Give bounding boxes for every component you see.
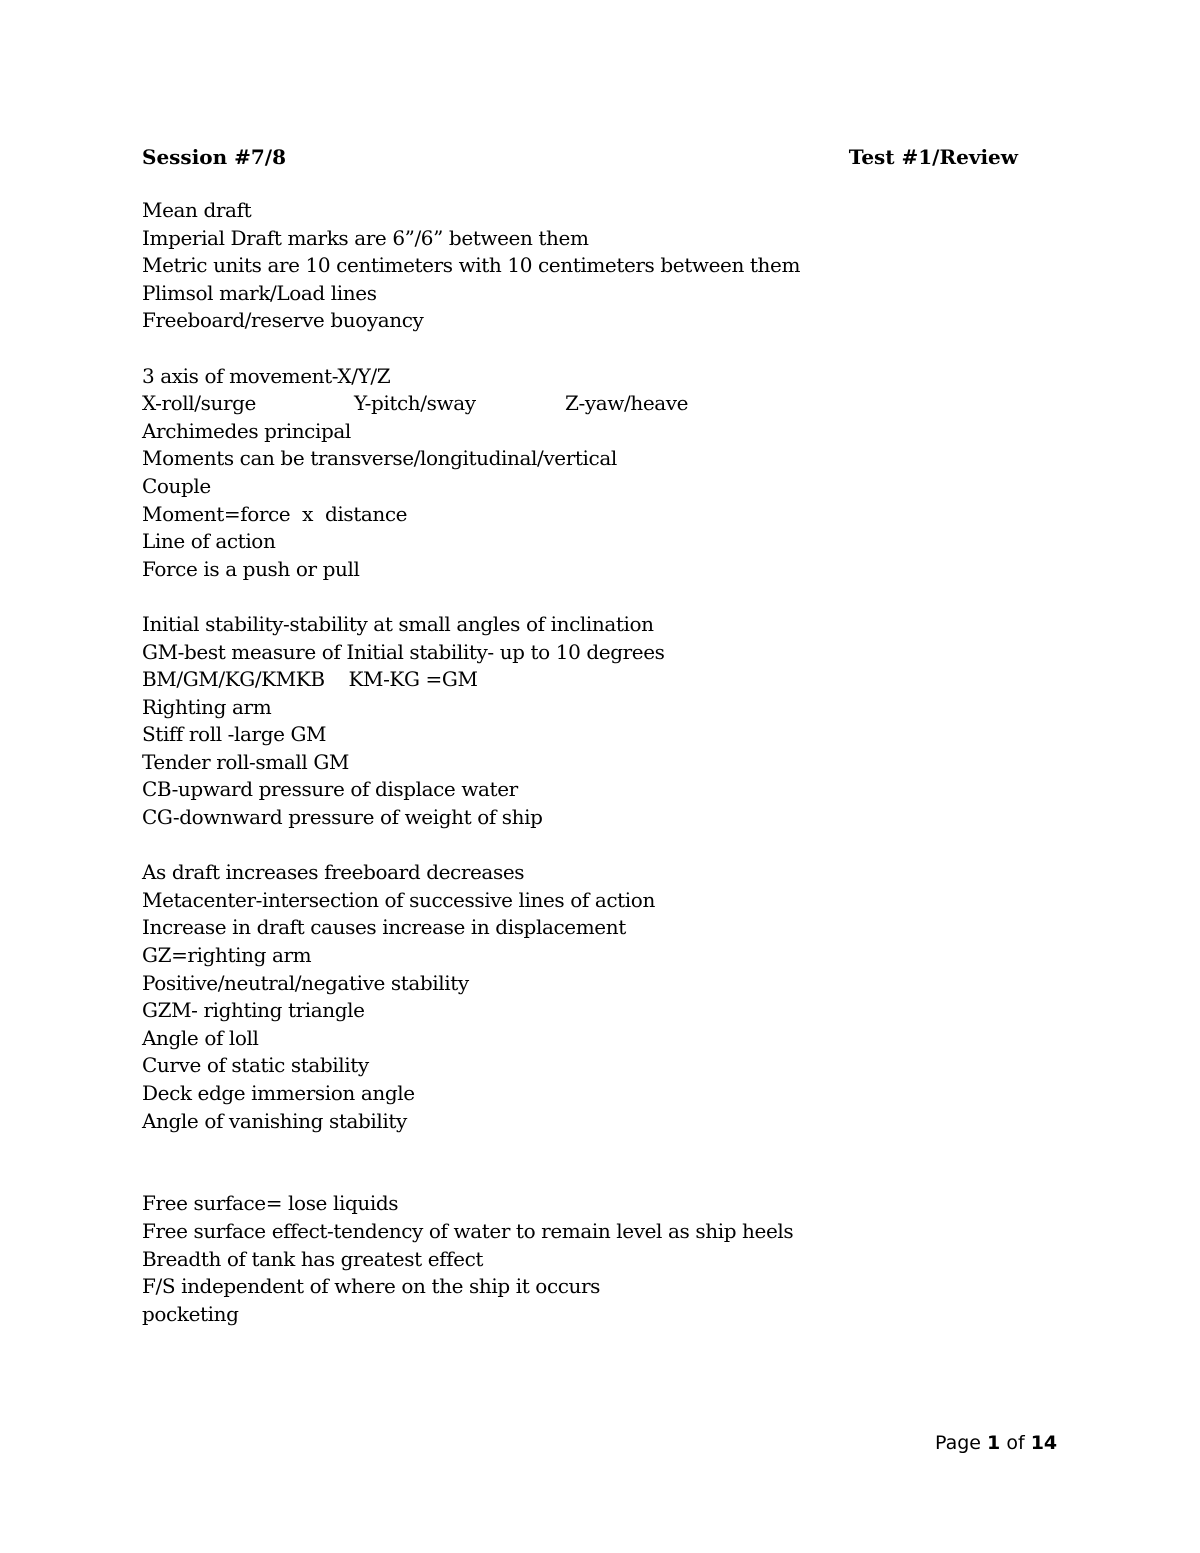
page-total: 14: [1030, 1432, 1058, 1454]
note-line: Plimsol mark/Load lines: [142, 280, 377, 305]
note-line: Free surface effect-tendency of water to remain level as ship heels: [142, 1218, 794, 1243]
page-word: Page: [935, 1432, 981, 1454]
note-line: Tender roll-small GM: [142, 749, 349, 774]
note-line: CB-upward pressure of displace water: [142, 777, 518, 802]
note-line: BM/GM/KG/KMKB KM-KG =GM: [142, 667, 478, 692]
page-current: 1: [987, 1432, 1001, 1454]
note-line: CG-downward pressure of weight of ship: [142, 805, 543, 830]
note-line: 3 axis of movement-X/Y/Z: [142, 363, 391, 388]
axis-y-label: Y-pitch/sway: [354, 391, 476, 416]
session-title: Session #7/8: [142, 145, 287, 169]
note-line: Force is a push or pull: [142, 556, 360, 581]
note-line: Moment=force x distance: [142, 501, 408, 526]
note-line: Line of action: [142, 529, 276, 554]
axes-row: [142, 390, 1042, 418]
note-line: Increase in draft causes increase in displacement: [142, 915, 626, 940]
note-line: pocketing: [142, 1301, 239, 1326]
note-line: GZ=righting arm: [142, 943, 312, 968]
note-line: Imperial Draft marks are 6”/6” between them: [142, 225, 589, 250]
note-line: GZM- righting triangle: [142, 998, 365, 1023]
note-line: Righting arm: [142, 694, 272, 719]
note-line: Curve of static stability: [142, 1053, 369, 1078]
note-line: Positive/neutral/negative stability: [142, 970, 469, 995]
axis-x-label: X-roll/surge: [142, 391, 256, 416]
note-line: Stiff roll -large GM: [142, 722, 327, 747]
axis-z-label: Z-yaw/heave: [565, 391, 689, 416]
page-number-footer: [935, 1428, 1057, 1458]
note-line: Metric units are 10 centimeters with 10 centimeters between them: [142, 253, 801, 278]
test-title: Test #1/Review: [848, 145, 1018, 169]
blank-line: [142, 583, 1042, 611]
note-line: GM-best measure of Initial stability- up to 10 degrees: [142, 639, 665, 664]
note-line: Metacenter-intersection of successive lines of action: [142, 887, 655, 912]
note-line: As draft increases freeboard decreases: [142, 860, 525, 885]
note-line: Moments can be transverse/longitudinal/vertical: [142, 446, 617, 471]
note-line: Freeboard/reserve buoyancy: [142, 308, 424, 333]
note-line: Deck edge immersion angle: [142, 1081, 415, 1105]
note-line: Free surface= lose liquids: [142, 1191, 399, 1216]
note-line: Breadth of tank has greatest effect: [142, 1246, 484, 1271]
note-line: Initial stability-stability at small angles of inclination: [142, 611, 654, 636]
blank-line: [142, 832, 1042, 860]
note-line: F/S independent of where on the ship it occurs: [142, 1274, 601, 1299]
note-line: Couple: [142, 473, 211, 498]
page-header: [142, 142, 1018, 172]
note-line: Angle of vanishing stability: [142, 1108, 407, 1133]
note-line: Archimedes principal: [142, 418, 351, 443]
note-line: Angle of loll: [142, 1025, 259, 1050]
note-line: Mean draft: [142, 198, 252, 222]
blank-line: [142, 335, 1042, 363]
notes-body: [142, 197, 1042, 1328]
blank-lines: [142, 1135, 1042, 1190]
of-word: of: [1006, 1432, 1025, 1454]
